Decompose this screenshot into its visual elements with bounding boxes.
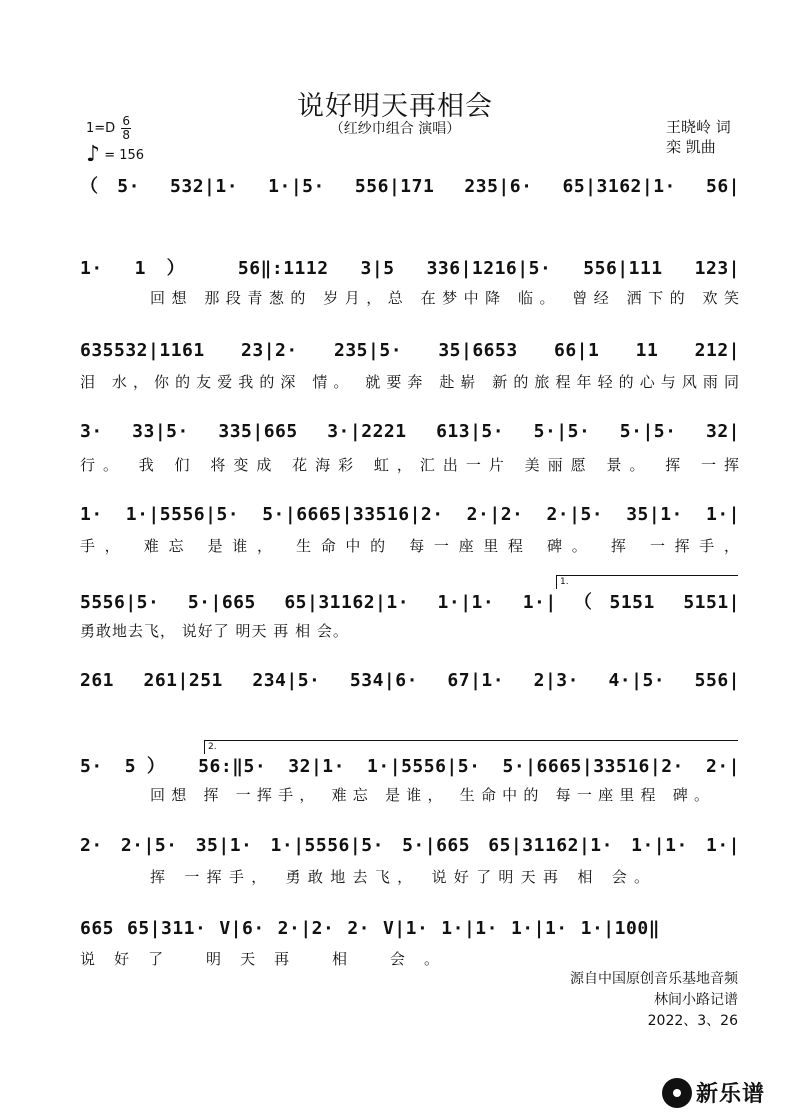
notation-line-10: 665 65|311· V|6· 2·|2· 2· V|1· 1·|1· 1·|1· 1·|100‖ xyxy=(80,918,660,939)
lyrics-line-5: 手， 难忘 是谁， 生命中的 每一座里程 碑。 挥 一挥手， xyxy=(80,537,740,555)
lyrics-line-8: 回想 挥 一挥手， 难忘 是谁， 生命中的 每一座里程 碑。 xyxy=(150,786,710,804)
first-ending-bracket-tick xyxy=(556,575,557,589)
lyrics-line-10: 说好了 明天再 相 会。 xyxy=(80,950,440,968)
date-note: 2022、3、26 xyxy=(647,1013,738,1029)
notation-line-4: 3· 33|5· 335|665 3·|2221 613|5· 5·|5· 5·|5· 32| xyxy=(80,421,740,442)
tempo-marking xyxy=(86,142,145,167)
notation-line-2: 1· 1） 56‖:1112 3|5 336|1216|5· 556|111 123| xyxy=(80,258,740,279)
time-signature xyxy=(121,115,131,142)
notation-line-9: 2· 2·|5· 35|1· 1·|5556|5· 5·|665 65|31162|1· 1·|1· 1·| xyxy=(80,835,740,856)
logo-text: 新乐谱 xyxy=(696,1082,766,1107)
second-ending-bracket xyxy=(204,740,738,741)
first-ending-bracket xyxy=(556,575,738,576)
eighth-note-icon: ♪ xyxy=(86,142,101,167)
lyrics-line-6: 勇敢地去飞， 说好了 明天 再 相 会。 xyxy=(80,622,349,640)
time-signature-top: 6 xyxy=(122,114,130,128)
key-label: 1=D xyxy=(86,121,116,136)
notation-line-7: 261 261|251 234|5· 534|6· 67|1· 2|3· 4·|5· 556| xyxy=(80,670,740,691)
notation-line-5: 1· 1·|5556|5· 5·|6665|33516|2· 2·|2· 2·|5· 35|1· 1·| xyxy=(80,504,740,525)
composer-credit: 栾 凯曲 xyxy=(666,138,716,156)
time-signature-bottom: 8 xyxy=(122,128,130,142)
transcriber-note: 林间小路记谱 xyxy=(654,992,738,1008)
lyricist-credit: 王晓岭 词 xyxy=(666,118,731,136)
song-title: 说好明天再相会 xyxy=(297,91,493,122)
record-disc-icon xyxy=(662,1078,692,1108)
notation-line-3: 635532|1161 23|2· 235|5· 35|6653 66|1 11 212| xyxy=(80,340,740,361)
second-ending-number: 2. xyxy=(208,742,217,752)
site-logo xyxy=(662,1077,765,1108)
notation-line-8: 5· 5） 56:‖5· 32|1· 1·|5556|5· 5·|6665|33516|2· 2·| xyxy=(80,756,740,777)
source-note: 源自中国原创音乐基地音频 xyxy=(570,971,738,987)
notation-line-6: 5556|5· 5·|665 65|31162|1· 1·|1· 1·|（5151 5151| xyxy=(80,592,740,613)
performer-subtitle: （红纱巾组合 演唱） xyxy=(329,121,461,137)
tempo-value: = 156 xyxy=(104,148,145,163)
lyrics-line-9: 挥 一挥手， 勇敢地去飞， 说好了明天再 相 会。 xyxy=(150,868,650,886)
first-ending-number: 1. xyxy=(560,577,569,587)
lyrics-line-3: 泪 水，你的友爱我的深 情。 就要奔 赴崭 新的旅程年轻的心与风雨同 xyxy=(80,373,740,391)
key-signature xyxy=(86,115,131,142)
lyrics-line-2: 回想 那段青葱的 岁月，总 在梦中降 临。 曾经 洒下的 欢笑 xyxy=(150,289,740,307)
notation-line-1: （5· 532|1· 1·|5· 556|171 235|6· 65|3162|1· 56| xyxy=(80,176,740,197)
lyrics-line-4: 行。 我 们 将变成 花海彩 虹，汇出一片 美丽愿 景。 挥 一挥 xyxy=(80,456,740,474)
